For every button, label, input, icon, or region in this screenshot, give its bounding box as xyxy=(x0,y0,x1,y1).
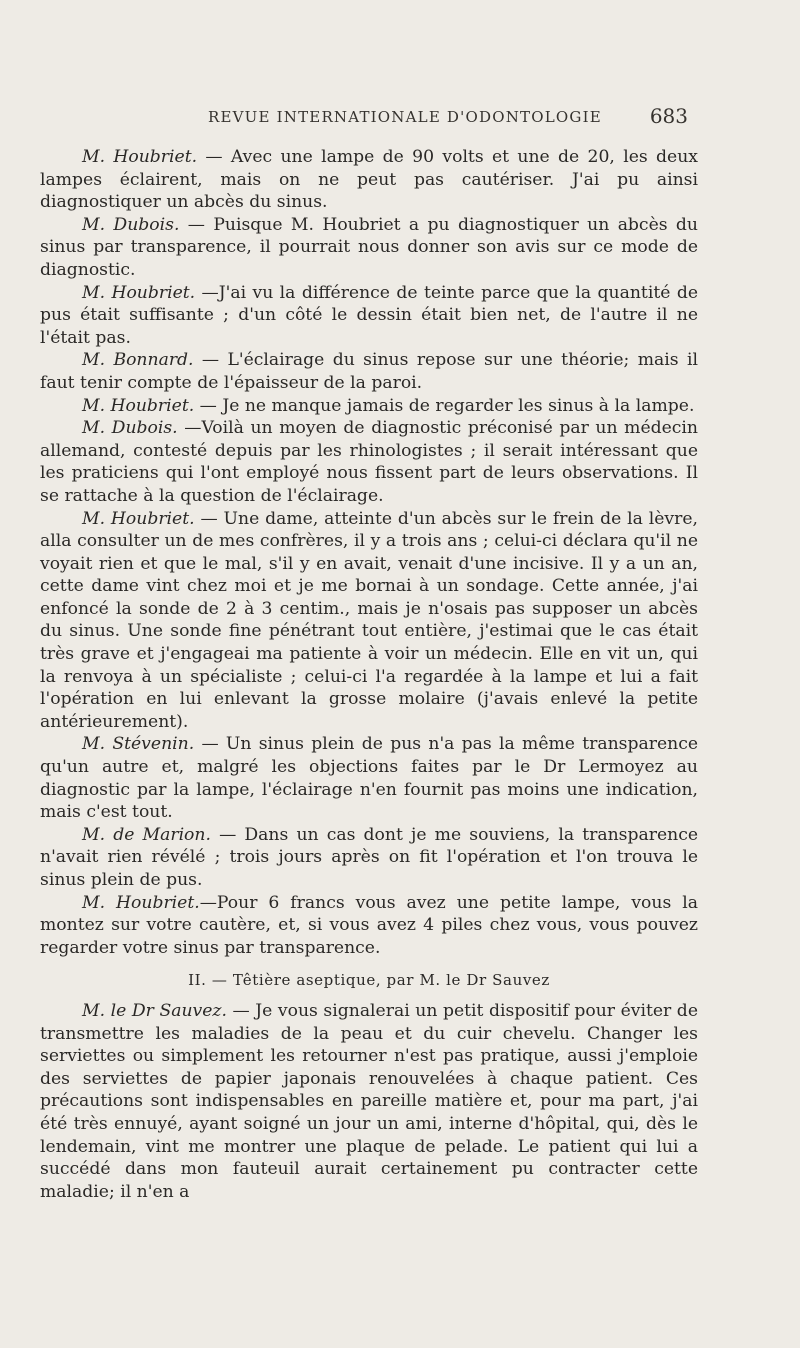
running-title: REVUE INTERNATIONALE D'ODONTOLOGIE xyxy=(208,108,602,126)
speaker-name: M. de Marion. xyxy=(82,824,211,845)
speaker-name: M. le Dr Sauvez. xyxy=(82,1000,227,1021)
page-number: 683 xyxy=(649,104,688,128)
paragraph-text: — Un sinus plein de pus n'a pas la même transparence qu'un autre et, malgré les objections faites par le Dr Lermoyez au diagnostic par la lampe, l'éclairage n'en fournit pas moins une indication, mais c'est tout. xyxy=(40,734,699,823)
speaker-name: M. Houbriet. xyxy=(82,147,198,167)
paragraph-text: — L'éclairage du sinus repose sur une théorie; mais il faut tenir compte de l'épaisseur de la paroi. xyxy=(40,350,698,393)
paragraph-text: —Pour 6 francs vous avez une petite lampe, vous la montez sur votre cautère, et, si vous avez 4 piles chez vous, vous pouvez regarder votre sinus par transparence. xyxy=(40,892,698,958)
paragraph xyxy=(40,146,698,214)
paragraph-text: —J'ai vu la différence de teinte parce que la quantité de pus était suffisante ; d'un côté le dessin était bien net, de l'autre il ne l'était pas. xyxy=(40,282,698,348)
speaker-name: M. Houbriet. xyxy=(82,892,200,913)
speaker-name: M. Bonnard. xyxy=(82,350,194,371)
paragraph xyxy=(40,892,698,960)
paragraph-text: — Avec une lampe de 90 volts et une de 20, les deux lampes éclairent, mais on ne peut pas cautériser. J'ai pu ainsi diagnostiquer un abcès du sinus. xyxy=(40,147,698,213)
body-text xyxy=(40,146,698,1203)
paragraph xyxy=(40,1000,698,1203)
paragraph xyxy=(40,508,698,734)
paragraph-text: — Je ne manque jamais de regarder les sinus à la lampe. xyxy=(194,395,695,416)
section-heading: II. — Têtière aseptique, par M. le Dr Sauvez xyxy=(188,971,550,990)
paragraph-text: —Voilà un moyen de diagnostic préconisé par un médecin allemand, contesté depuis par les rhinologistes ; il serait intéressant que les praticiens qui l'ont employé nous fissent part de leurs observations. Il se rattache à la question de l'éclairage. xyxy=(40,418,698,506)
speaker-name: M. Houbriet. xyxy=(82,508,195,529)
speaker-name: M. Houbriet. xyxy=(82,282,196,303)
speaker-name: M. Houbriet. xyxy=(82,395,195,416)
page-header xyxy=(40,104,688,132)
speaker-name: M. Dubois. xyxy=(82,418,178,439)
paragraph-text: — Dans un cas dont je me souviens, la transparence n'avait rien révélé ; trois jours après on fit l'opération et l'on trouva le sinus plein de pus. xyxy=(40,824,698,890)
paragraph xyxy=(40,824,698,892)
speaker-name: M. Dubois. xyxy=(82,214,180,235)
paragraph xyxy=(40,395,698,418)
paragraph xyxy=(40,282,698,350)
paragraph xyxy=(40,349,698,394)
paragraph-text: — Je vous signalerai un petit dispositif pour éviter de transmettre les maladies de la peau et du cuir chevelu. Changer les serviettes ou simplement les retourner n'est pas pratique, aussi j'emploie des serviettes de papier japonais renouvelées à chaque patient. Ces précautions sont indispensables en pareille matière et, pour ma part, j'ai été très ennuyé, ayant soigné un jour un ami, interne d'hôpital, qui, dès le lendemain, vint me montrer une plaque de pelade. Le patient qui lui a succédé dans mon fauteuil aurait certainement pu contracter cette maladie; il n'en a xyxy=(40,1000,698,1202)
paragraph xyxy=(40,733,698,823)
speaker-name: M. Stévenin. xyxy=(82,734,195,755)
paragraph xyxy=(40,214,698,282)
paragraph xyxy=(40,417,698,507)
paragraph-text: — Une dame, atteinte d'un abcès sur le frein de la lèvre, alla consulter un de mes confrères, il y a trois ans ; celui-ci déclara qu'il ne voyait rien et que le mal, s'il y en avait, venait d'une incisive. Il y a un an, cette dame vint chez moi et je me bornai à un sondage. Cette année, j'ai enfoncé la sonde de 2 à 3 centim., mais je n'osais pas supposer un abcès du sinus. Une sonde fine pénétrant tout entière, j'estimai que le cas était très grave et j'engageai ma patiente à voir un médecin. Elle en vit un, qui la renvoya à un spécialiste ; celui-ci l'a regardée à la lampe et lui a fait l'opération en lui enlevant la grosse molaire (j'avais enlevé la petite antérieurement). xyxy=(40,508,698,732)
paragraph-text: — Puisque M. Houbriet a pu diagnostiquer un abcès du sinus par transparence, il pourrait nous donner son avis sur ce mode de diagnostic. xyxy=(40,214,698,280)
